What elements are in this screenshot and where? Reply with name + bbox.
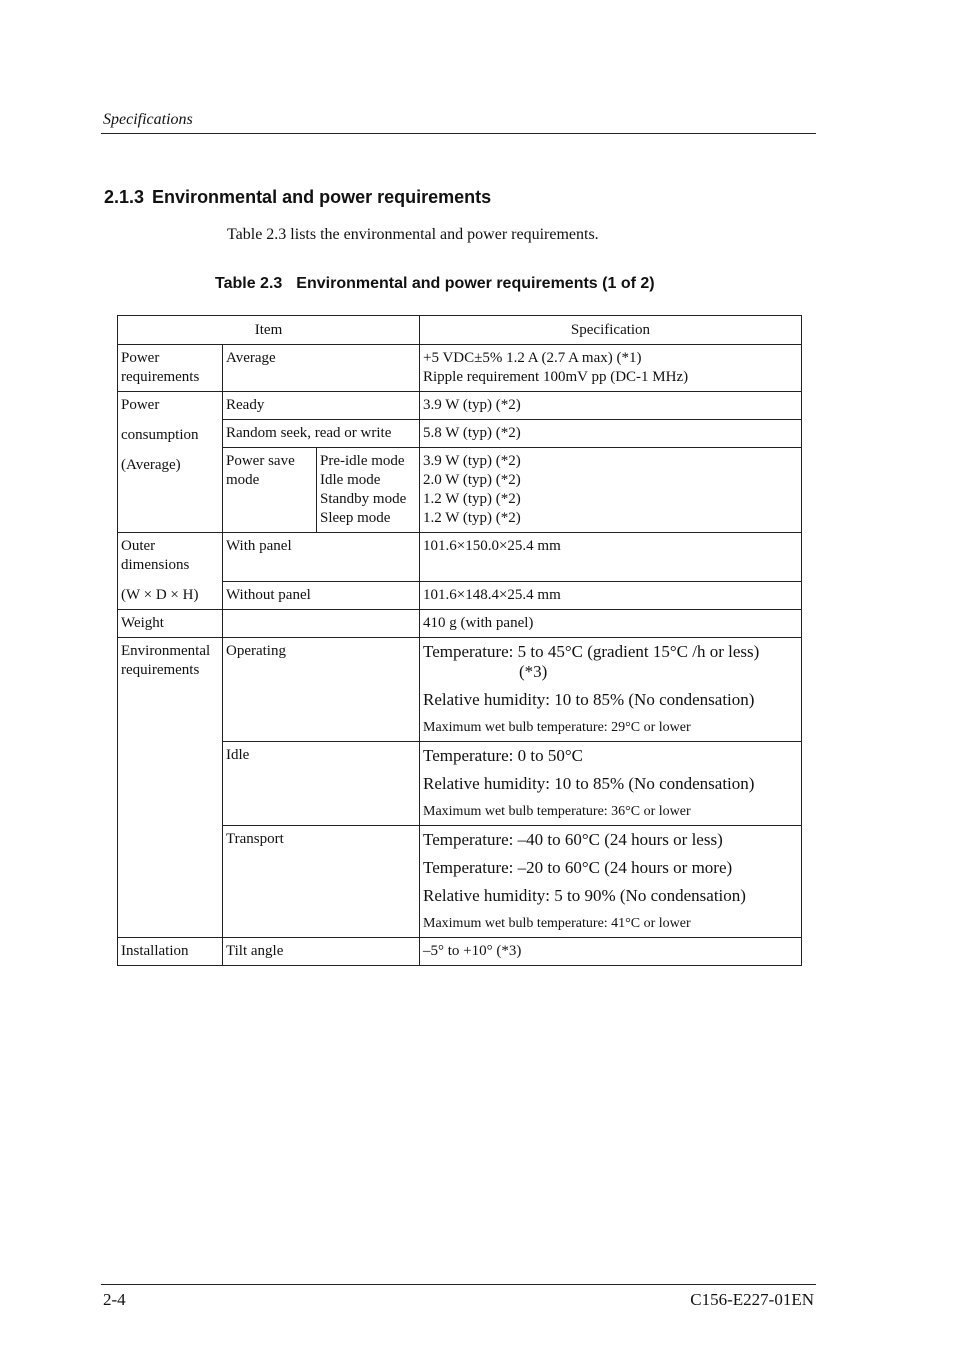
label-line: Power	[121, 350, 160, 366]
spec-line: (*3)	[519, 662, 548, 681]
weight-label: Weight	[118, 610, 223, 638]
power-consumption-label	[118, 392, 223, 533]
mode-spec: 1.2 W (typ) (*2)	[423, 491, 521, 507]
header-specification: Specification	[420, 316, 802, 345]
ready-label: Ready	[223, 392, 420, 420]
footer-rule	[101, 1284, 816, 1285]
label-line: Environmental	[121, 643, 211, 659]
transport-spec	[420, 826, 802, 938]
installation-label: Installation	[118, 938, 223, 966]
intro-paragraph: Table 2.3 lists the environmental and power requirements.	[227, 226, 599, 243]
table-row-env-operating	[118, 638, 802, 742]
ready-spec: 3.9 W (typ) (*2)	[420, 392, 802, 420]
outer-dimensions-label	[118, 533, 223, 610]
weight-sub-empty	[223, 610, 420, 638]
table-caption	[215, 275, 655, 293]
table-row-weight	[118, 610, 802, 638]
label-line: consumption	[121, 427, 199, 443]
mode-spec: 2.0 W (typ) (*2)	[423, 472, 521, 488]
transport-label: Transport	[223, 826, 420, 938]
table-row-dimensions-with-panel	[118, 533, 802, 582]
random-seek-spec: 5.8 W (typ) (*2)	[420, 420, 802, 448]
power-requirements-sub: Average	[223, 345, 420, 392]
table-header-row	[118, 316, 802, 345]
mode-spec: 1.2 W (typ) (*2)	[423, 510, 521, 526]
weight-spec: 410 g (with panel)	[420, 610, 802, 638]
label-line: (Average)	[121, 457, 181, 473]
label-line: (W × D × H)	[121, 587, 199, 603]
spec-line: Maximum wet bulb temperature: 36°C or lower	[423, 804, 691, 819]
label-line: Power	[121, 397, 160, 413]
page-number: 2-4	[103, 1290, 126, 1309]
header-item: Item	[118, 316, 420, 345]
table-row-installation	[118, 938, 802, 966]
document-code: C156-E227-01EN	[690, 1290, 814, 1309]
idle-label: Idle	[223, 742, 420, 826]
with-panel-spec: 101.6×150.0×25.4 mm	[420, 533, 802, 582]
label-line: dimensions	[121, 557, 190, 573]
mode-spec: 3.9 W (typ) (*2)	[423, 453, 521, 469]
section-number: 2.1.3	[104, 187, 145, 207]
mode-label: Standby mode	[320, 491, 407, 507]
without-panel-label: Without panel	[223, 582, 420, 610]
power-save-modes	[317, 448, 420, 533]
table-caption-title: Environmental and power requirements (1 of 2)	[296, 275, 655, 292]
spec-line: Maximum wet bulb temperature: 41°C or lower	[423, 916, 691, 931]
header-rule	[101, 133, 816, 134]
running-header: Specifications	[103, 111, 193, 128]
power-requirements-label	[118, 345, 223, 392]
tilt-angle-label: Tilt angle	[223, 938, 420, 966]
mode-label: Pre-idle mode	[320, 453, 405, 469]
spec-line: Maximum wet bulb temperature: 29°C or lower	[423, 720, 691, 735]
with-panel-label: With panel	[223, 533, 420, 582]
environmental-label	[118, 638, 223, 938]
table-row-consumption-ready	[118, 392, 802, 420]
spec-line: Temperature: –20 to 60°C (24 hours or more)	[423, 858, 733, 877]
section-heading	[104, 187, 491, 208]
without-panel-spec: 101.6×148.4×25.4 mm	[420, 582, 802, 610]
table-row-power-requirements	[118, 345, 802, 392]
spec-line: Relative humidity: 10 to 85% (No condensation)	[423, 774, 755, 793]
spec-table	[117, 315, 802, 966]
spec-line: Temperature: 5 to 45°C (gradient 15°C /h or less)	[423, 642, 760, 661]
label-line: Power save	[226, 453, 295, 469]
spec-line: Relative humidity: 10 to 85% (No condensation)	[423, 690, 755, 709]
power-requirements-spec	[420, 345, 802, 392]
idle-spec	[420, 742, 802, 826]
spec-line: Ripple requirement 100mV pp (DC-1 MHz)	[423, 369, 689, 385]
power-save-label	[223, 448, 317, 533]
spec-line: Temperature: 0 to 50°C	[423, 746, 583, 765]
label-line: mode	[226, 472, 260, 488]
label-line: requirements	[121, 662, 200, 678]
spec-line: +5 VDC±5% 1.2 A (2.7 A max) (*1)	[423, 350, 642, 366]
mode-label: Sleep mode	[320, 510, 391, 526]
label-line: Outer	[121, 538, 156, 554]
operating-spec	[420, 638, 802, 742]
power-save-specs	[420, 448, 802, 533]
spec-line: Relative humidity: 5 to 90% (No condensation)	[423, 886, 746, 905]
tilt-angle-spec: –5° to +10° (*3)	[420, 938, 802, 966]
table-caption-number: Table 2.3	[215, 275, 283, 292]
spec-line: Temperature: –40 to 60°C (24 hours or less)	[423, 830, 723, 849]
label-line: requirements	[121, 369, 200, 385]
mode-label: Idle mode	[320, 472, 381, 488]
random-seek-label: Random seek, read or write	[223, 420, 420, 448]
operating-label: Operating	[223, 638, 420, 742]
section-title: Environmental and power requirements	[152, 187, 492, 207]
